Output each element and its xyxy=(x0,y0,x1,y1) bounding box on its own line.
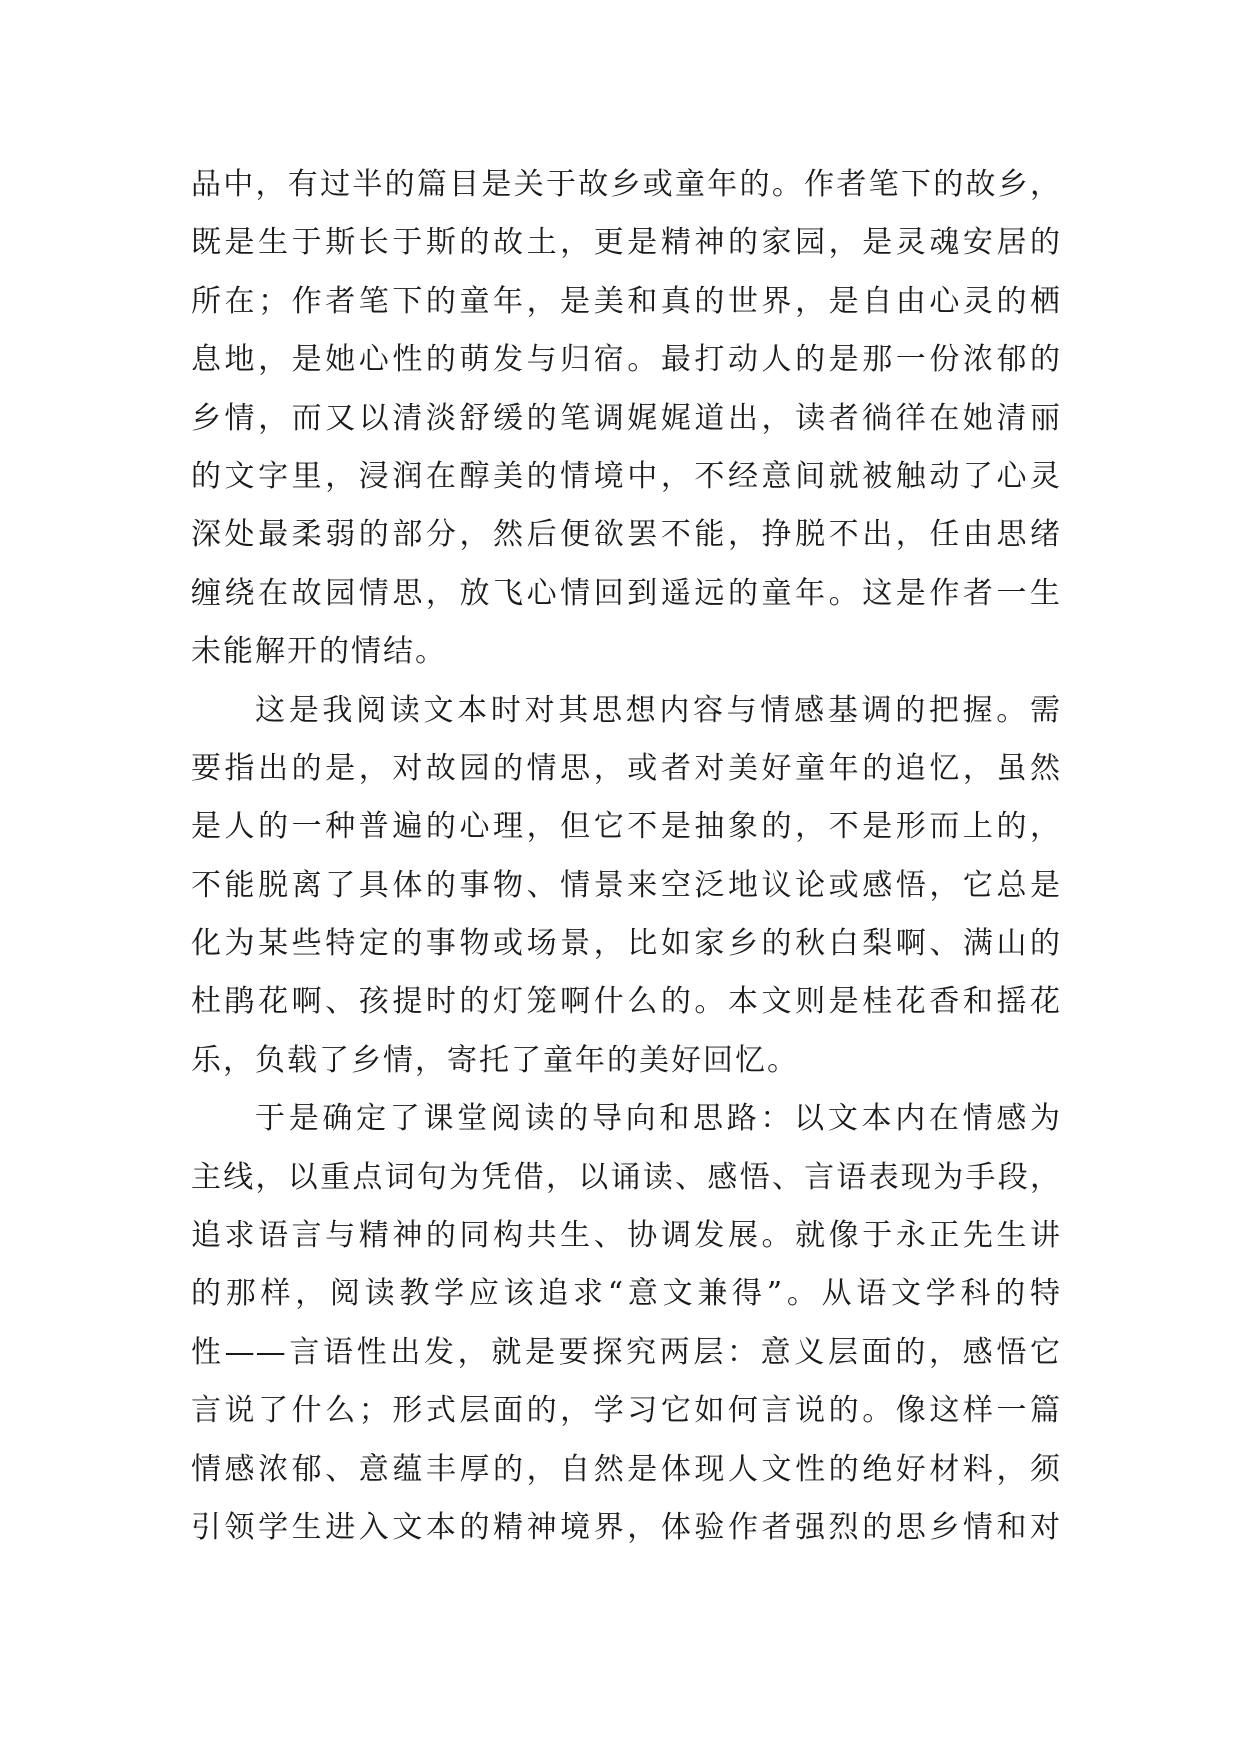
paragraph-2 xyxy=(191,682,1061,1091)
text-line: 言说了什么；形式层面的，学习它如何言说的。像这样一篇 xyxy=(191,1393,1061,1429)
text-line: 不能脱离了具体的事物、情景来空泛地议论或感悟，它总是 xyxy=(191,867,1061,903)
text-line: 深处最柔弱的部分，然后便欲罢不能，挣脱不出，任由思绪 xyxy=(191,517,1061,553)
body-text xyxy=(191,156,1061,1557)
text-line: 缠绕在故园情思，放飞心情回到遥远的童年。这是作者一生 xyxy=(191,575,1061,611)
text-line: 是人的一种普遍的心理，但它不是抽象的，不是形而上的， xyxy=(191,809,1061,845)
text-line: 情感浓郁、意蕴丰厚的，自然是体现人文性的绝好材料，须 xyxy=(191,1451,1061,1487)
text-line: 的文字里，浸润在醇美的情境中，不经意间就被触动了心灵 xyxy=(191,458,1061,494)
paragraph-1 xyxy=(191,156,1061,682)
text-line: 性——言语性出发，就是要探究两层：意义层面的，感悟它 xyxy=(191,1334,1061,1370)
text-line: 既是生于斯长于斯的故土，更是精神的家园，是灵魂安居的 xyxy=(191,225,1061,261)
text-line: 所在；作者笔下的童年，是美和真的世界，是自由心灵的栖 xyxy=(191,283,1061,319)
text-line: 品中，有过半的篇目是关于故乡或童年的。作者笔下的故乡， xyxy=(191,167,1061,202)
paragraph-3 xyxy=(191,1090,1061,1557)
text-line: 未能解开的情结。 xyxy=(191,634,447,670)
text-line: 追求语言与精神的同构共生、协调发展。就像于永正先生讲 xyxy=(191,1218,1061,1254)
text-line: 息地，是她心性的萌发与归宿。最打动人的是那一份浓郁的 xyxy=(191,342,1061,378)
text-line: 杜鹃花啊、孩提时的灯笼啊什么的。本文则是桂花香和摇花 xyxy=(191,984,1061,1020)
text-line: 化为某些特定的事物或场景，比如家乡的秋白梨啊、满山的 xyxy=(191,926,1061,962)
text-line: 引领学生进入文本的精神境界，体验作者强烈的思乡情和对 xyxy=(191,1509,1061,1545)
text-line: 于是确定了课堂阅读的导向和思路：以文本内在情感为 xyxy=(255,1101,1061,1137)
text-line: 乐，负载了乡情，寄托了童年的美好回忆。 xyxy=(191,1042,799,1078)
text-line: 这是我阅读文本时对其思想内容与情感基调的把握。需 xyxy=(255,692,1061,728)
text-line: 要指出的是，对故园的情思，或者对美好童年的追忆，虽然 xyxy=(191,750,1061,786)
text-line: 乡情，而又以清淡舒缓的笔调娓娓道出，读者徜徉在她清丽 xyxy=(191,400,1061,436)
text-line: 的那样，阅读教学应该追求“意文兼得”。从语文学科的特 xyxy=(191,1276,1061,1312)
text-line: 主线，以重点词句为凭借，以诵读、感悟、言语表现为手段， xyxy=(191,1159,1061,1195)
